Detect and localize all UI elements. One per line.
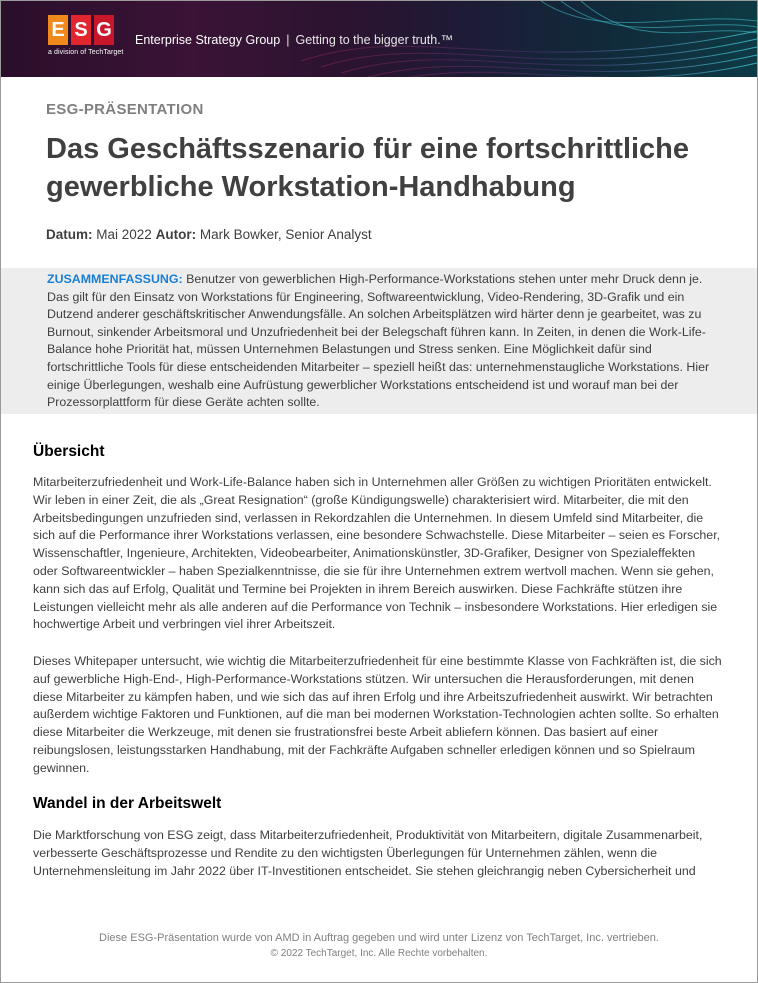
org-name: Enterprise Strategy Group — [135, 33, 281, 47]
date-label: Datum: — [46, 227, 93, 242]
summary-text: Benutzer von gewerblichen High-Performance-Workstations stehen unter mehr Druck denn je. Das gilt für den Einsatz von Workstations für Engineering, Softwareentwicklung, Video-Rendering, 3D-Grafik und ein Dutzend anderer geschäftskritischer Anwendungsfälle. An solchen Arbeitsplätzen wird härter denn je gearbeitet, was zu Burnout, sinkender Arbeitsmoral und Unzufriedenheit bei der Belegschaft führen kann. In Zeiten, in denen die Work-Life-Balance hohe Priorität hat, müssen Unternehmen Belastungen und Stress senken. Eine Möglichkeit dafür sind fortschrittliche Tools für diese entscheidenden Mitarbeiter – speziell heißt das: unternehmenstaugliche Workstations. Hier einige Überlegungen, weshalb eine Aufrüstung gewerblicher Workstations entscheidend ist und worauf man bei der Prozessorplattform für diese Geräte achten sollte. — [47, 272, 710, 410]
header-banner — [1, 1, 757, 77]
overview-paragraph-2: Dieses Whitepaper untersucht, wie wichtig die Mitarbeiterzufriedenheit für eine bestimmte Klasse von Fachkräften ist, die sich auf gewerbliche High-End-, High-Performance-Workstations stützen. Wir untersuchen die Herausforderungen, mit denen diese Mitarbeiter zu kämpfen haben, und wie sich das auf ihren Erfolg und ihre Arbeitszufriedenheit auswirkt. Wir betrachten außerdem wichtige Faktoren und Funktionen, auf die man bei modernen Workstation-Technologien achten sollte. So erhalten diese Mitarbeiter die Werkzeuge, mit denen sie frustrationsfrei beste Arbeit abliefern können. Das basiert auf einer reibungslosen, leistungsstarken Handhabung, mit der Fachkräfte Aufgaben schneller erledigen können und so Spielraum gewinnen. — [33, 654, 722, 775]
page-footer — [0, 931, 758, 961]
change-paragraph-1: Die Marktforschung von ESG zeigt, dass Mitarbeiterzufriedenheit, Produktivität von Mitarbeitern, digitale Zusammenarbeit, verbesserte Geschäftsprozesse und Rendite zu den wichtigsten Überlegungen für Unternehmen zählen, wenn die Unternehmensleitung im Jahr 2022 über IT-Investitionen entscheidet. Sie stehen gleichrangig neben Cybersicherheit und — [33, 828, 703, 878]
document-title: Das Geschäftsszenario für eine fortschrittliche gewerbliche Workstation-Handhabung — [46, 133, 690, 203]
logo-subtitle: a division of TechTarget — [48, 49, 124, 56]
banner-separator: | — [286, 33, 290, 47]
logo-letter-s: S — [71, 15, 91, 45]
summary-label: ZUSAMMENFASSUNG: — [47, 272, 183, 286]
tagline: Getting to the bigger truth.™ — [295, 33, 454, 47]
section-heading-overview: Übersicht — [33, 443, 105, 460]
logo-letter-e: E — [48, 15, 68, 45]
footer-license: Diese ESG-Präsentation wurde von AMD in Auftrag gegeben und wird unter Lizenz von TechTarget, Inc. vertrieben. — [99, 932, 659, 944]
banner-title — [135, 33, 453, 47]
summary-paragraph — [47, 271, 717, 412]
overview-paragraph-1: Mitarbeiterzufriedenheit und Work-Life-Balance haben sich in Unternehmen aller Größen zu wichtigen Prioritäten entwickelt. Wir leben in einer Zeit, die als „Great Resignation“ (große Kündigungswelle) charakterisiert wird. Mitarbeiter, die mit den Arbeitsbedingungen unzufrieden sind, verlassen in Rekordzahlen die Unternehmen. In diesem Umfeld sind Mitarbeiter, die sich auf die Performance ihrer Workstations verlassen, eine besondere Schwachstelle. Diese Mitarbeiter – seien es Forscher, Wissenschaftler, Ingenieure, Architekten, Videobearbeiter, Animationskünstler, 3D-Grafiker, Designer von Spezialeffekten oder Softwareentwickler – haben Spezialkenntnisse, die sie für ihre Unternehmen extrem wertvoll machen. Wenn sie gehen, kann sich das auf Erfolg, Qualität und Termine bei Projekten in ihrem Bereich auswirken. Diese Fachkräfte stützen ihre Leistungen vielleicht mehr als alle anderen auf die Performance von Technik – insbesondere Workstations. Hier erledigen sie hochwertige Arbeit und verbringen viel ihrer Arbeitszeit. — [33, 475, 721, 632]
section-heading-change: Wandel in der Arbeitswelt — [33, 795, 222, 812]
esg-logo — [48, 15, 124, 61]
summary-box — [1, 268, 757, 414]
document-meta — [46, 227, 372, 242]
document-kicker: ESG-PRÄSENTATION — [46, 101, 204, 118]
footer-copyright: © 2022 TechTarget, Inc. Alle Rechte vorbehalten. — [270, 948, 488, 959]
logo-letter-g: G — [94, 15, 114, 45]
author-label: Autor: — [155, 227, 197, 242]
author-value: Mark Bowker, Senior Analyst — [199, 227, 372, 242]
date-value: Mai 2022 — [96, 227, 152, 242]
